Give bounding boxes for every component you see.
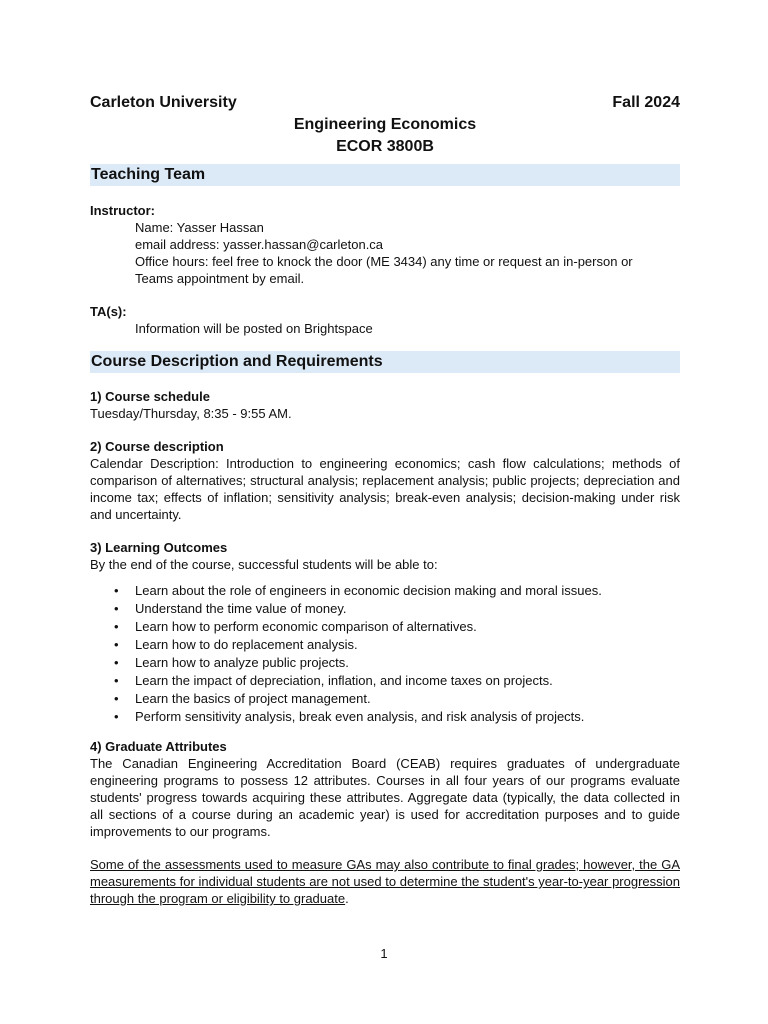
list-item: • Learn how to do replacement analysis. (114, 637, 358, 652)
list-item: • Learn the impact of depreciation, inflation, and income taxes on projects. (114, 673, 553, 688)
ga-heading: 4) Graduate Attributes (90, 739, 227, 754)
schedule-text: Tuesday/Thursday, 8:35 - 9:55 AM. (90, 406, 292, 421)
description-text: Calendar Description: Introduction to engineering economics; cash flow calculations; methods of comparison of alternatives; structural analysis; replacement analysis; public projects; depreciation and income tax; effects of inflation; sensitivity analysis; break-even analysis; decision-making under risk and uncertainty. (90, 456, 680, 522)
bullet-icon: • (114, 673, 119, 688)
ga-text: The Canadian Engineering Accreditation Board (CEAB) requires graduates of undergraduate engineering programs to possess 12 attributes. Courses in all four years of our programs evaluate students' progress towards acquiring these attributes. Aggregate data (typically, the data collected in all sections of a course during an academic year) is used for accreditation purposes and to guide improvements to our programs. (90, 756, 680, 839)
list-item: • Understand the time value of money. (114, 601, 347, 616)
section-teaching-team: Teaching Team (90, 164, 680, 186)
list-item: • Learn how to perform economic comparison of alternatives. (114, 619, 477, 634)
schedule-heading: 1) Course schedule (90, 389, 210, 404)
bullet-icon: • (114, 655, 119, 670)
bullet-icon: • (114, 619, 119, 634)
bullet-icon: • (114, 601, 119, 616)
ga-note (90, 856, 680, 907)
course-code: ECOR 3800B (336, 138, 434, 155)
page-number: 1 (380, 946, 388, 961)
ga-note-underlined: Some of the assessments used to measure GAs may also contribute to final grades; however, the GA measurements for individual students are not used to determine the student's year-to-year progression through the program or eligibility to graduate (90, 857, 680, 906)
section-course-description: Course Description and Requirements (90, 351, 680, 373)
ga-note-end: . (345, 891, 349, 906)
outcomes-intro: By the end of the course, successful students will be able to: (90, 557, 438, 572)
office-hours-line-2: Teams appointment by email. (135, 271, 305, 286)
list-item: • Learn the basics of project management. (114, 691, 371, 706)
instructor-name: Name: Yasser Hassan (135, 220, 264, 235)
office-hours-line-1: Office hours: feel free to knock the door (ME 3434) any time or request an in-person or (135, 254, 633, 269)
outcomes-list (90, 582, 680, 726)
term-label: Fall 2024 (612, 94, 680, 111)
list-item: • Learn how to analyze public projects. (114, 655, 349, 670)
bullet-icon: • (114, 583, 119, 598)
header-row (90, 92, 680, 114)
outcomes-heading: 3) Learning Outcomes (90, 540, 228, 555)
list-item: • Learn about the role of engineers in economic decision making and moral issues. (114, 583, 602, 598)
bullet-icon: • (114, 691, 119, 706)
ta-info: Information will be posted on Brightspace (135, 321, 373, 336)
ta-label: TA(s): (90, 304, 127, 319)
university-name: Carleton University (90, 94, 237, 111)
bullet-icon: • (114, 637, 119, 652)
list-item: • Perform sensitivity analysis, break even analysis, and risk analysis of projects. (114, 709, 585, 724)
description-heading: 2) Course description (90, 439, 224, 454)
bullet-icon: • (114, 709, 119, 724)
instructor-label: Instructor: (90, 203, 155, 218)
instructor-email: email address: yasser.hassan@carleton.ca (135, 237, 384, 252)
document-page (90, 92, 680, 907)
course-name: Engineering Economics (293, 116, 477, 133)
